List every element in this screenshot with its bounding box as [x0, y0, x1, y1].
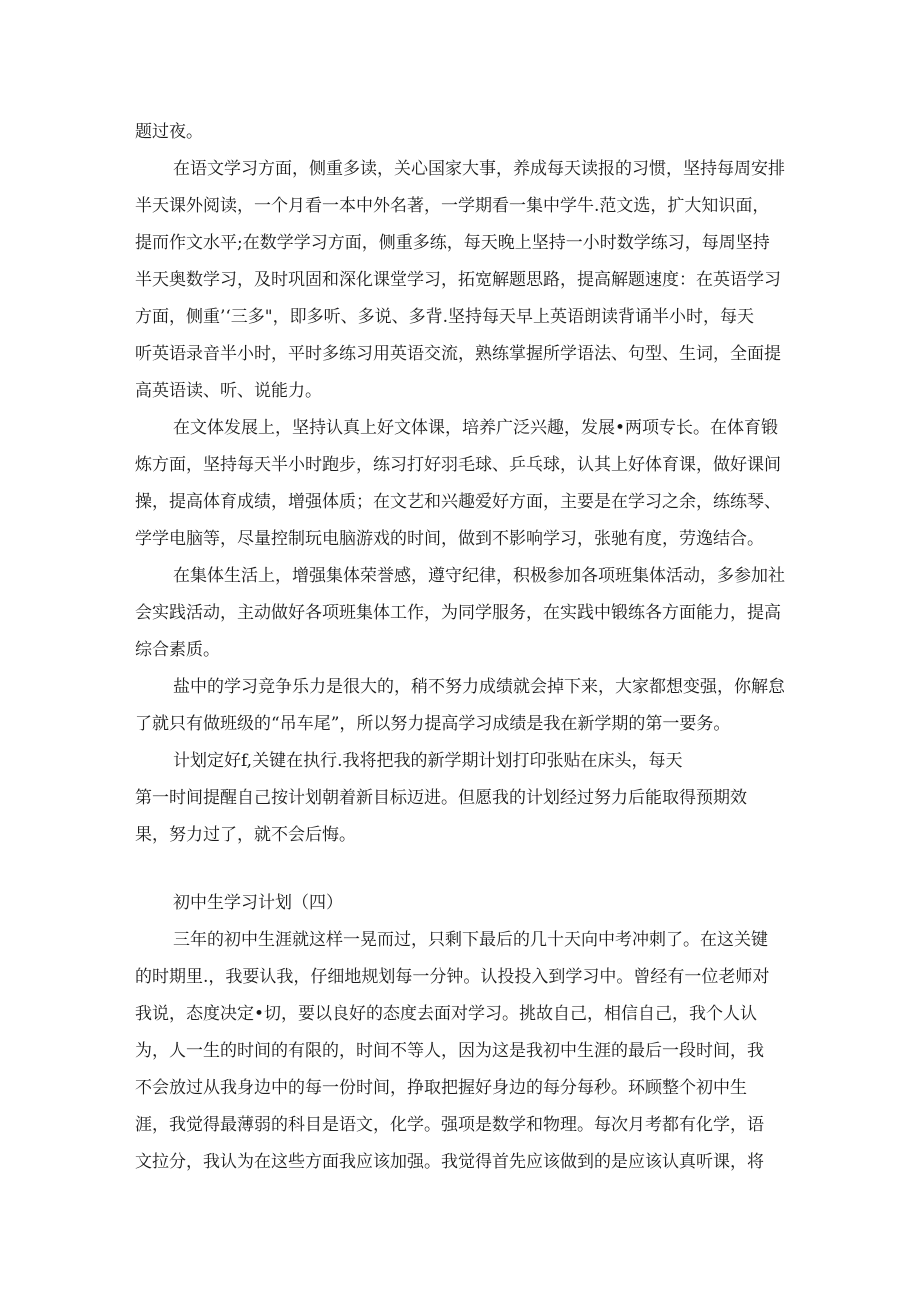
text-line: 不会放过从我身边中的每一份时间，挣取把握好身边的每分每秒。环顾整个初中生	[135, 1078, 747, 1098]
text-line: 第一时间提醒自己按计划朝着新目标迈进。但愿我的计划经过努力后能取得预期效	[135, 788, 747, 808]
text-line: 半天课外阅读，一个月看一本中外名著，一学期看一集中学牛.范文选，扩大知识面，	[135, 196, 770, 216]
text-line: 学学电脑等，尽量控制玩电脑游戏的时间，做到不影响学习，张驰有度，劳逸结合。	[135, 529, 764, 549]
text-line: 涯，我觉得最薄弱的科目是语文，化学。强项是数学和物理。每次月考都有化学，语	[135, 1115, 764, 1135]
section-heading: 初中生学习计划（四）	[173, 893, 343, 913]
text-line: 计划定好f,关键在执行.我将把我的新学期计划打印张贴在床头，每天	[173, 751, 683, 771]
text-line: 听英语录音半小时，平时多练习用英语交流，熟练掌握所学语法、句型、生词，全面提	[135, 344, 781, 364]
text-line: 题过夜。	[135, 122, 203, 142]
text-line: 炼方面，坚持每天半小时跑步，练习打好羽毛球、乒乓球，认其上好体育课，做好课间	[135, 455, 781, 475]
text-line: 盐中的学习竞争乐力是很大的，稍不努力成绩就会掉下来，大家都想变强，你解怠	[173, 677, 785, 697]
text-line: 我说，态度决定•切，要以良好的态度去面对学习。挑故自己，相信自己，我个人认	[135, 1004, 758, 1024]
text-line: 为，人一生的时间的有限的，时间不等人，因为这是我初中生涯的最后一段时间，我	[135, 1041, 764, 1061]
text-line: 操，提高体育成绩，增强体质；在文艺和兴趣爱好方面，主要是在学习之余，练练琴、	[135, 492, 781, 512]
text-line: 在语文学习方面，侧重多读，关心国家大事，养成每天读报的习惯，坚持每周安排	[173, 159, 785, 179]
text-line: 高英语读、听、说能力。	[135, 381, 322, 401]
text-line: 会实践活动，主动做好各项班集体工作，为同学服务，在实践中锻练各方面能力，提高	[135, 603, 781, 623]
text-line: 综合素质。	[135, 640, 220, 660]
text-line: 在集体生活上，增强集体荣誉感，遵守纪律，积极参加各项班集体活动，多参加社	[173, 566, 785, 586]
text-line: 提而作文水平;在数学学习方面，侧重多练，每天晚上坚持一小时数学练习，每周坚持	[135, 233, 770, 253]
text-line: 文拉分，我认为在这些方面我应该加强。我觉得首先应该做到的是应该认真听课，将	[135, 1152, 764, 1172]
text-line: 的时期里.，我要认我，仔细地规划每一分钟。认投投入到学习中。曾经有一位老师对	[135, 967, 770, 987]
text-line: 方面，侧重’‘三多"，即多听、多说、多背.坚持每天早上英语朗读背诵半小时，每天	[135, 307, 755, 327]
text-line: 在文体发展上，坚持认真上好文体课，培养广泛兴趣，发展•两项专长。在体育锻	[173, 418, 779, 438]
text-line: 三年的初中生涯就这样一晃而过，只剩下最后的几十天向中考冲刺了。在这关键	[173, 930, 768, 950]
text-line: 了就只有做班级的“吊车尾”，所以努力提高学习成绩是我在新学期的第一要务。	[135, 714, 731, 734]
text-line: 半天奥数学习，及时巩固和深化课堂学习，拓宽解题思路，提高解题速度：在英语学习	[135, 270, 781, 290]
text-line: 果，努力过了，就不会后悔。	[135, 825, 356, 845]
